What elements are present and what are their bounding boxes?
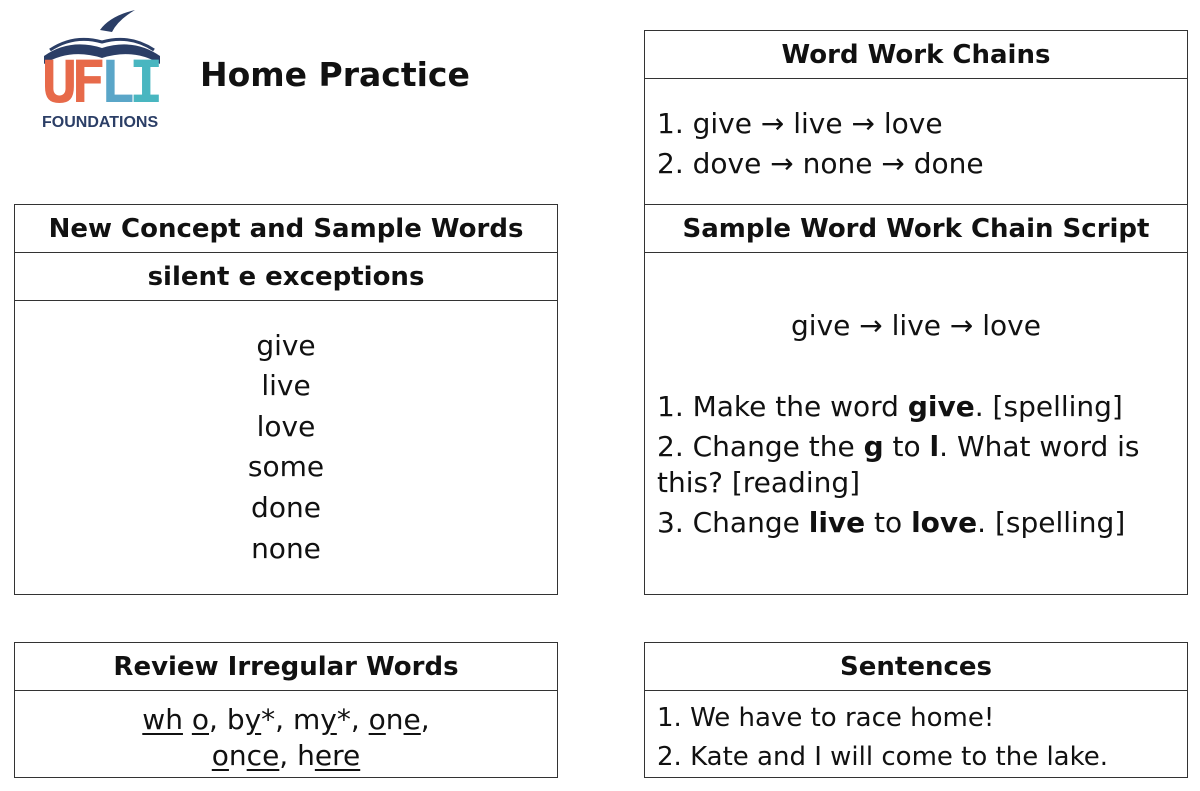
script-step-1: 1. Make the word give. [spelling] xyxy=(657,390,1123,423)
script-step-2: 2. Change the g to l. What word is xyxy=(657,430,1140,463)
chain-item: 1. give → live → love xyxy=(657,107,943,140)
logo-letter-u: U xyxy=(42,48,77,116)
sample-word: some xyxy=(247,450,325,483)
script-step-2-cont: this? [reading] xyxy=(657,466,861,499)
page-title: Home Practice xyxy=(200,55,470,94)
irregular-word-here: here xyxy=(297,739,361,772)
sentences-box xyxy=(644,642,1188,778)
logo-letter-l: L xyxy=(99,48,135,116)
script-step-3: 3. Change live to love. [spelling] xyxy=(657,506,1126,539)
irregular-word-my: my*, xyxy=(292,703,369,736)
sentences-header: Sentences xyxy=(645,643,1187,691)
sentence-item: 2. Kate and I will come to the lake. xyxy=(657,742,1109,772)
sample-word: give xyxy=(256,329,316,362)
ufli-logo xyxy=(40,8,165,138)
irregular-word-once: once, xyxy=(211,739,298,772)
script-box xyxy=(644,204,1188,595)
concept-title: silent e exceptions xyxy=(15,253,557,301)
new-concept-header: New Concept and Sample Words xyxy=(15,205,557,253)
irregular-box xyxy=(14,642,558,778)
sentence-item: 1. We have to race home! xyxy=(657,703,995,733)
irregular-header: Review Irregular Words xyxy=(15,643,557,691)
script-header: Sample Word Work Chain Script xyxy=(645,205,1187,253)
word-work-box xyxy=(644,30,1188,206)
logo-letter-f: F xyxy=(70,48,106,116)
irregular-line-2 xyxy=(15,739,557,772)
irregular-word-by: by*, xyxy=(226,703,293,736)
sample-word: love xyxy=(256,410,316,443)
chain-item: 2. dove → none → done xyxy=(657,147,984,180)
irregular-line-1 xyxy=(15,703,557,736)
sample-word: done xyxy=(251,491,321,524)
new-concept-box xyxy=(14,204,558,595)
logo-subtitle: FOUNDATIONS xyxy=(42,114,159,131)
word-work-header: Word Work Chains xyxy=(645,31,1187,79)
irregular-word-one: one, xyxy=(368,703,430,736)
sample-word: live xyxy=(261,369,311,402)
logo-letter-i: I xyxy=(128,48,164,116)
irregular-word-who: wh o, xyxy=(142,703,227,736)
script-chain: give → live → love xyxy=(791,309,1041,342)
sample-word: none xyxy=(251,532,321,565)
